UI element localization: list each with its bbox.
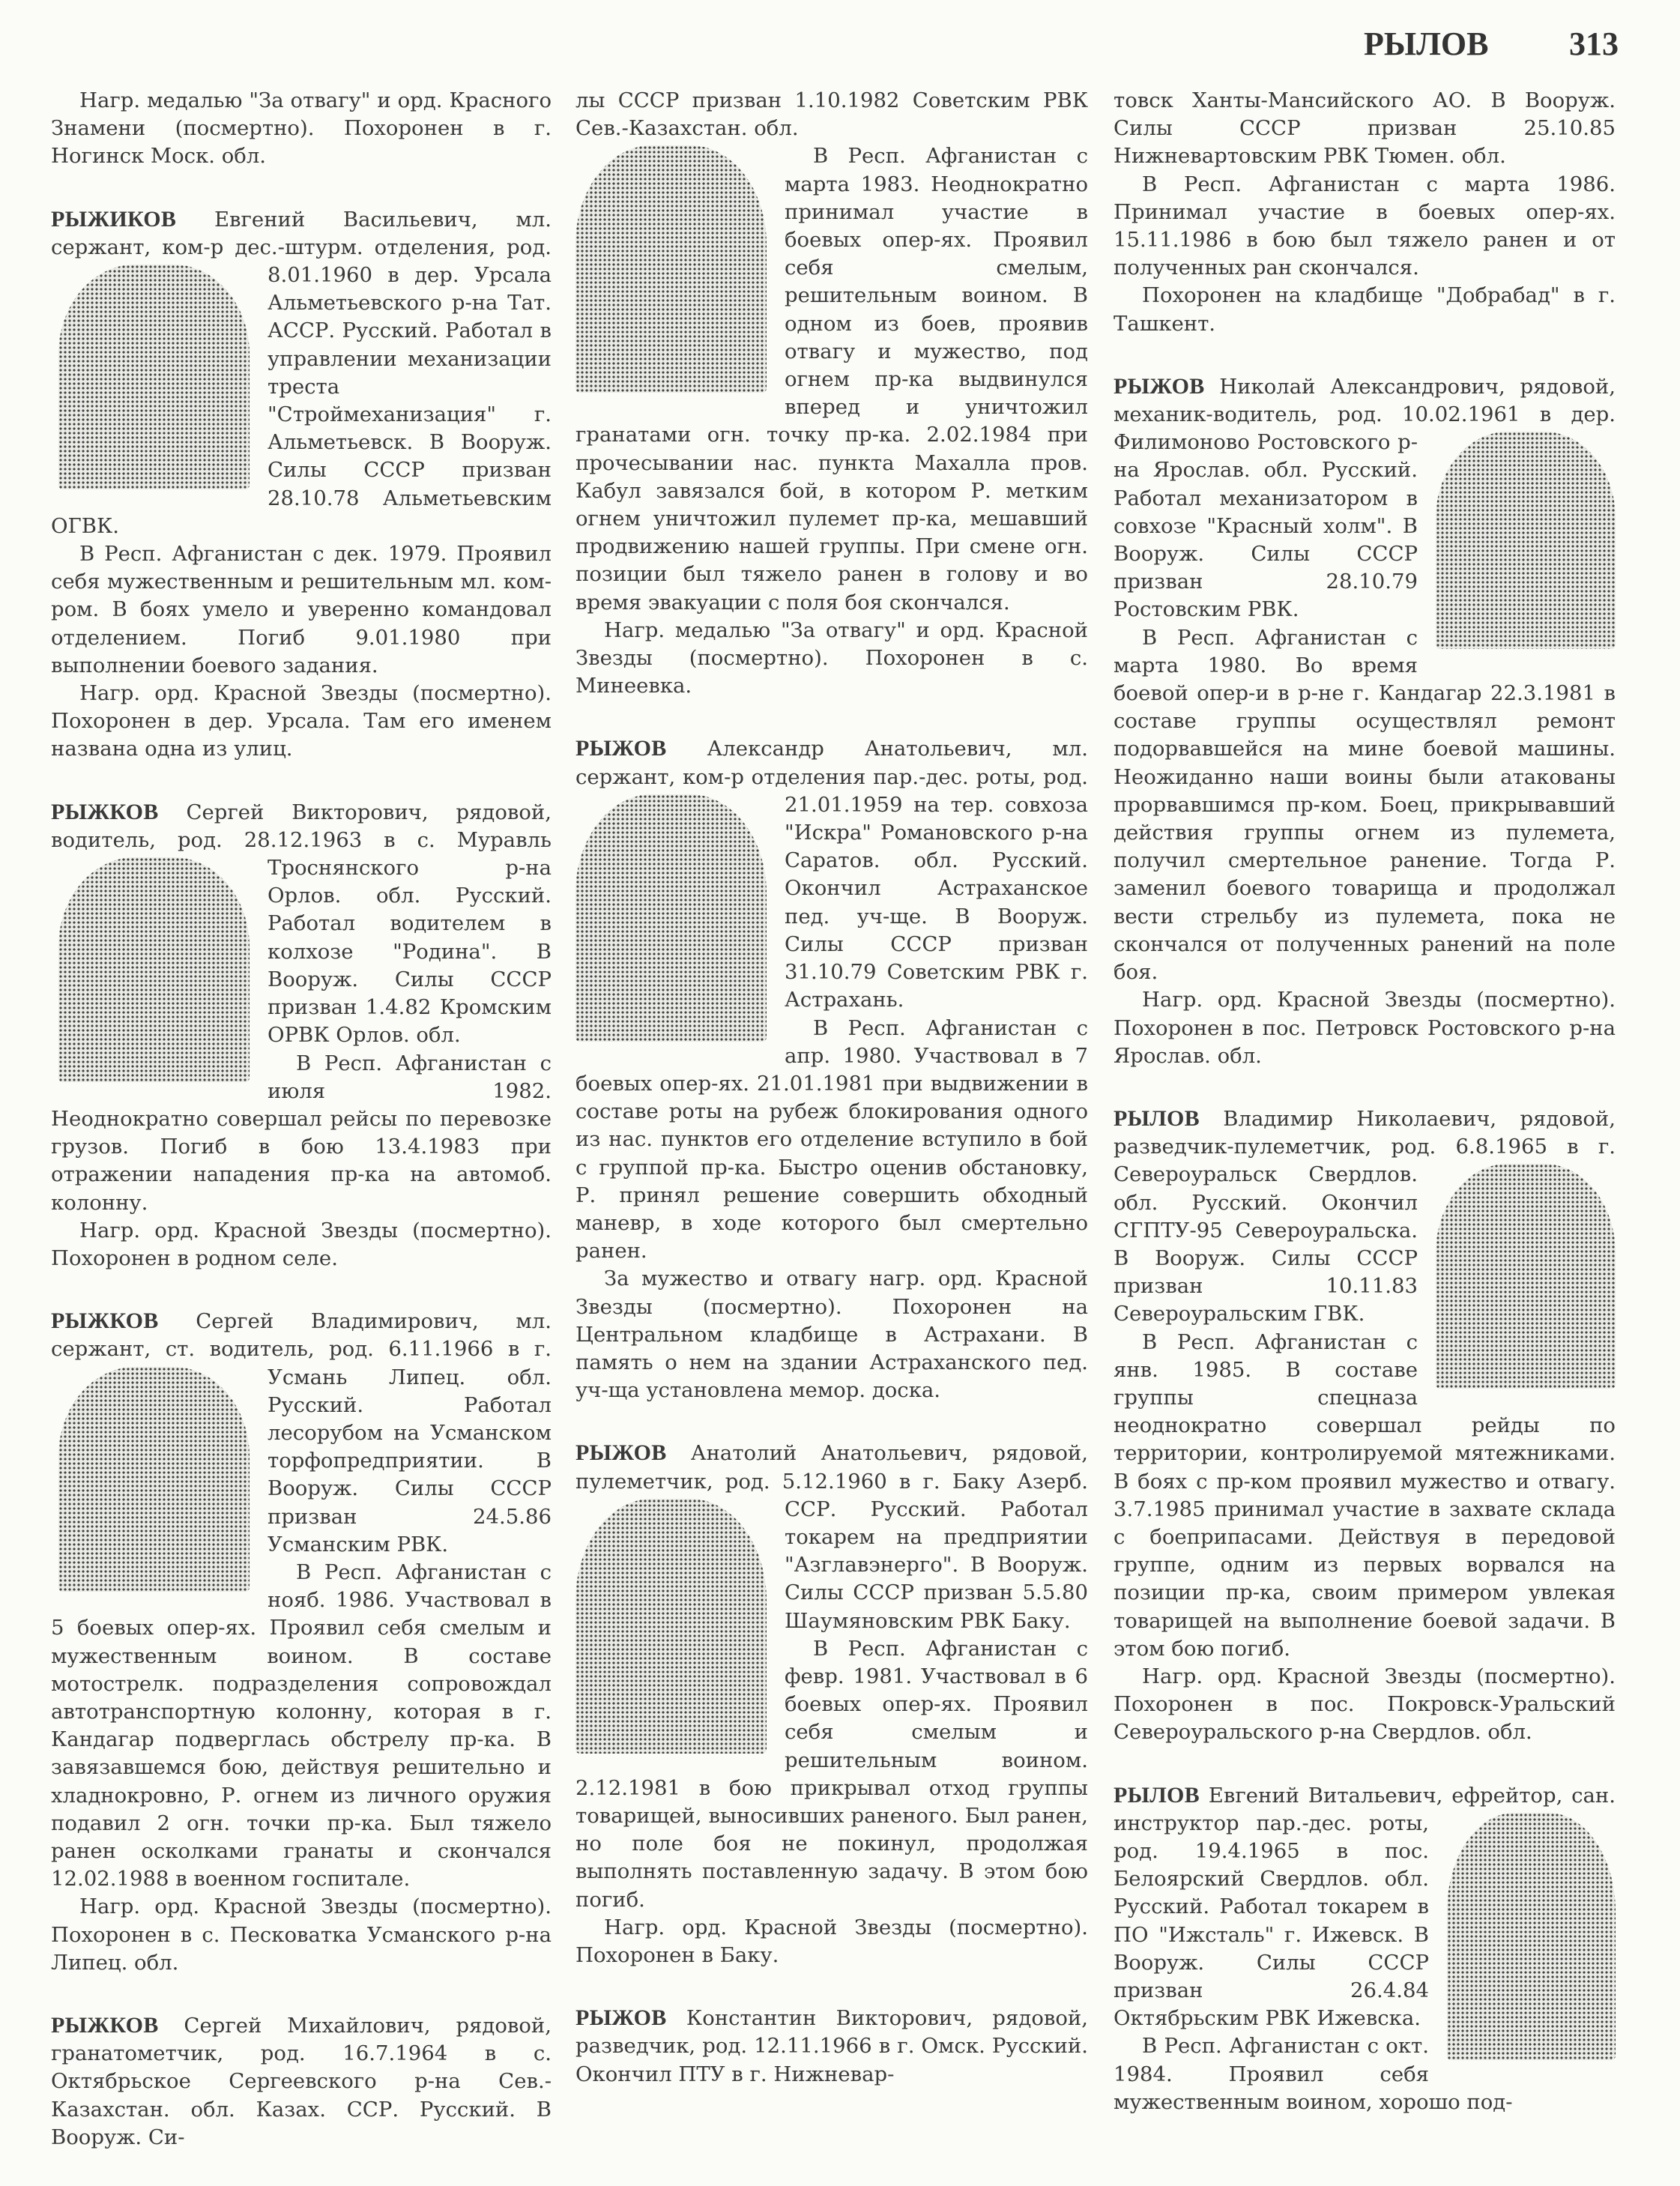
entry-head-text [1114, 1784, 1616, 2031]
entry-heading [1114, 1105, 1616, 1329]
entry-text: Анатолий Анатольевич, рядовой, пулеметчик, род. 5.12.1960 в г. Баку Азерб. [575, 1441, 1088, 1494]
entry-text: Евгений Витальевич, ефрейтор, сан. инструктор пар.-дес. [1114, 1783, 1616, 1835]
portrait-photo [1447, 1813, 1616, 2060]
paragraph: В Респ. Афганистан с нояб. 1986. Участвовал в 5 боевых опер-ях. Проявил себя смелым и мужественным воином. В составе мотострелк. подразделения сопровождал автотранспортную колонну, которая в г. Кандагар подверглась обстрелу пр-ка. В завязавшемся бою, действуя решительно и хладнокровно, Р. огнем из личного оружия подавил 2 огн. точки пр-ка. Был тяжело ранен осколками гранаты и скончался 12.02.1988 в военном госпитале. [51, 1560, 552, 1891]
paragraph: В Респ. Афганистан с марта 1983. Неоднократно принимал участие в боевых опер-ях. Проявил себя смелым, решительным воином. В одном из боев, проявив отвагу и мужество, под огнем пр-ка выдвинулся вперед и уничтожил гранатами огн. точку пр-ка. 2.02.1984 при прочесывании нас. пункта Махалла пров. Кабул завязался бой, в котором Р. метким огнем уничтожил пулемет пр-ка, мешавший продвижению нашей группы. При смене огн. позиции был тяжело ранен в голову и во время эвакуации с поля боя скончался. [575, 144, 1088, 615]
surname: РЫЛОВ [1114, 1782, 1200, 1808]
paragraph: Похоронен на кладбище "Добрабад" в г. Ташкент. [1114, 283, 1616, 336]
entry-rylov-evgeniy [1114, 1781, 1616, 2116]
entry-text: дер. Филимоново Ростовского р-на Ярослав. обл. Русский. Работал механизатором в совхозе "Красный холм". В Вооруж. Силы СССР призван 28.10.79 Ростовским РВК. [1114, 402, 1616, 622]
surname: РЫЖОВ [575, 2005, 667, 2031]
entry-head-text [575, 737, 1088, 1012]
paragraph: товск Ханты-Мансийского АО. В Вооруж. Силы СССР призван 25.10.85 Нижневартовским РВК Тюмен. обл. [1114, 88, 1616, 169]
paragraph: Нагр. орд. Красной Звезды (посмертно). Похоронен в пос. Покровск-Уральский Североуральского р-на Свердлов. обл. [1114, 1664, 1616, 1745]
entry-continuation [575, 87, 1088, 700]
paragraph: За мужество и отвагу нагр. орд. Красной Звезды (посмертно). Похоронен на Центральном кладбище в Астрахани. В память о нем на здании Астраханского пед. уч-ща установлена мемор. доска. [575, 1266, 1088, 1403]
paragraph: В Респ. Афганистан с окт. 1984. Проявил себя мужественным воином, хорошо под- [1114, 2034, 1513, 2114]
surname: РЫЖОВ [1114, 373, 1205, 399]
entry-text: Липец. обл. Русский. Работал лесорубом на Усманском торфопредприятии. В Вооруж. Силы СССР призван 24.5.86 Усманским РВК. [268, 1365, 552, 1557]
entry-ryzhov-nikolay [1114, 372, 1616, 1070]
paragraph: Нагр. орд. Красной Звезды (посмертно). Похоронен в с. Песковатка Усманского р-на Липец. обл. [51, 1894, 552, 1975]
surname: РЫЖОВ [575, 1440, 667, 1466]
entry-text: р-на Орлов. обл. Русский. Работал водителем в колхозе "Родина". В Вооруж. Силы СССР призван 1.4.82 Кромским ОРВК Орлов. обл. [268, 856, 552, 1048]
surname: РЫЖИКОВ [51, 206, 177, 232]
entry-heading [1114, 1781, 1616, 2033]
entry-heading [575, 1439, 1088, 1634]
entry-continuation [51, 87, 552, 171]
paragraph: В Респ. Афганистан с апр. 1980. Участвовал в 7 боевых опер-ях. 21.01.1981 при выдвижении в составе роты на рубеж блокирования одного из нас. пунктов его отделение вступило в бой с группой пр-ка. Быстро оценив обстановку, Р. принял решение совершить обходный маневр, в ходе которого был смертельно ранен. [575, 1015, 1088, 1263]
paragraph: Нагр. орд. Красной Звезды (посмертно). Похоронен в пос. Петровск Ростовского р-на Ярослав. обл. [1114, 988, 1616, 1068]
entry-text: в дер. Урсала Альметьевского р-на Тат. АССР. Русский. Работал в управлении механизации треста "Строймеханизация" г. Альметьевск. В Вооруж. Силы СССР призван 28.10.78 Альметьевским ОГВК. [51, 263, 552, 538]
entry-head-text [1114, 375, 1616, 622]
paragraph: В Респ. Афганистан с февр. 1981. Участвовал в 6 боевых опер-ях. Проявил себя смелым и решительным воином. 2.12.1981 в бою прикрывал отход группы товарищей, выносивших раненого. Был ранен, но поле боя не покинул, продолжая выполнять поставленную задачу. В этом бою погиб. [575, 1636, 1088, 1912]
entry-heading [575, 734, 1088, 1014]
entry-head-text: Сергей Михайлович, рядовой, гранатометчик, род. 16.7.1964 в с. Октябрьское Сергеевского р-на Сев.-Казахстан. обл. Казах. ССР. Русский. В Вооруж. Си- [51, 2014, 552, 2149]
entry-ryzhkov-sergey-vl [51, 1307, 552, 1977]
entry-heading [51, 205, 552, 540]
paragraph: В Респ. Афганистан с дек. 1979. Проявил себя мужественным и решительным мл. ком-ром. В боях умело и уверенно командовал отделением. Погиб 9.01.1980 при выполнении боевого задания. [51, 542, 552, 677]
entry-ryzhov-aleksandr [575, 734, 1088, 1404]
entry-heading [1114, 372, 1616, 624]
entry-text: Николай Александрович, рядовой, механик-водитель, род. 10.02.1961 в [1114, 374, 1616, 427]
portrait-photo [575, 794, 767, 1042]
surname: РЫЖОВ [575, 736, 667, 761]
column-3 [1114, 87, 1616, 2151]
entry-ryzhkov-sergey-v [51, 798, 552, 1272]
entry-text: Сергей Владимирович, мл. сержант, ст. водитель, род. 6.11.1966 в г. Усмань [51, 1309, 552, 1389]
entry-continuation [1114, 87, 1616, 338]
surname: РЫЖКОВ [51, 799, 159, 824]
portrait-photo [58, 265, 250, 489]
column-1 [51, 87, 552, 2186]
paragraph: Нагр. медалью "За отвагу" и орд. Красной Звезды (посмертно). Похоронен в с. Минеевка. [575, 618, 1088, 698]
paragraph: В Респ. Афганистан с янв. 1985. В составе группы спецназа неоднократно совершал рейды по территории, контролируемой мятежниками. В боях с пр-ком проявил мужество и отвагу. 3.7.1985 принимал участие в захвате склада с боеприпасами. Действуя в передовой группе, одним из первых ворвался на позиции пр-ка, своим примером увлекая товарищей на выполнение боевой задачи. В этом бою погиб. [1114, 1329, 1616, 1661]
entry-head-text: Константин Викторович, рядовой, разведчик, род. 12.11.1966 в г. Омск. Русский. Окончил ПТУ в г. Нижневар- [575, 2006, 1088, 2086]
entry-head-text [575, 1441, 1088, 1632]
paragraph: Нагр. медалью "За отвагу" и орд. Красного Знамени (посмертно). Похоронен в г. Ногинск Моск. обл. [51, 88, 552, 169]
entry-text: на тер. совхоза "Искра" Романовского р-на Саратов. обл. Русский. Окончил Астраханское пед. уч-ще. В Вооруж. Силы СССР призван 31.10.79 Советским РВК г. Астрахань. [785, 792, 1088, 1012]
portrait-photo [58, 857, 250, 1082]
entry-text: Свердлов. обл. Русский. Окончил СГПТУ-95 Североуральска. В Вооруж. Силы СССР призван 10.11.83 Североуральским ГВК. [1114, 1162, 1418, 1326]
entry-rylov-vladimir [1114, 1105, 1616, 1747]
paragraph: Нагр. орд. Красной Звезды (посмертно). Похоронен в дер. Урсала. Там его именем названа одна из улиц. [51, 681, 552, 761]
surname: РЫЛОВ [1114, 1105, 1200, 1131]
paragraph: Нагр. орд. Красной Звезды (посмертно). Похоронен в родном селе. [51, 1218, 552, 1270]
column-2 [575, 87, 1088, 2123]
paragraph: В Респ. Афганистан с июля 1982. Неоднократно совершал рейсы по перевозке грузов. Погиб в бою 13.4.1983 при отражении нападения пр-ка на автомоб. колонну. [51, 1051, 552, 1215]
entry-ryzhkov-sergey-m [51, 2011, 552, 2152]
entry-text: ССР. Русский. Работал токарем на предприятии "Азглавэнерго". В Вооруж. Силы СССР призван 5.5.80 Шаумяновским РВК Баку. [785, 1497, 1088, 1633]
entry-head-text [51, 208, 552, 538]
page-number: 313 [1569, 25, 1619, 62]
paragraph: В Респ. Афганистан с марта 1986. Принимал участие в боевых опер-ях. 15.11.1986 в бою был тяжело ранен и от полученных ран скончался. [1114, 172, 1616, 280]
paragraph: Нагр. орд. Красной Звезды (посмертно). Похоронен в Баку. [575, 1915, 1088, 1967]
paragraph: В Респ. Афганистан с марта 1980. Во время боевой опер-и в р-не г. Кандагар 22.3.1981 в составе группы осуществлял ремонт подорвавшейся на мине боевой машины. Неожиданно наши воины были атакованы прорвавшимся пр-ком. Боец, прикрывавший действия группы огнем из пулемета, получил смертельное ранение. Тогда Р. заменил боевого товарища и продолжал вести стрельбу из пулемета, пока не скончался от полученных ранений на поле боя. [1114, 625, 1616, 985]
running-title: РЫЛОВ [1364, 25, 1489, 62]
entry-ryzhov-konstantin [575, 2004, 1088, 2089]
portrait-photo [1436, 1164, 1616, 1389]
running-head [1364, 21, 1619, 66]
entry-text: роты, род. 19.4.1965 в пос. Белоярский Свердлов. обл. Русский. Работал токарем в ПО "Ижсталь" г. Ижевск. В Вооруж. Силы СССР призван 26.4.84 Октябрьским РВК Ижевска. [1114, 1811, 1429, 2031]
entry-text: Александр Анатольевич, мл. сержант, ком-р отделения пар.-дес. роты, род. 21.01.1959 [575, 737, 1088, 817]
portrait-photo [1436, 432, 1616, 649]
entry-text: Сергей Викторович, рядовой, водитель, род. 28.12.1963 в с. Муравль Троснянского [51, 800, 552, 881]
entry-text: Владимир Николаевич, рядовой, разведчик-пулеметчик, род. 6.8.1965 в г. Североуральск [1114, 1106, 1616, 1187]
entry-heading [51, 2011, 552, 2152]
entry-ryzhov-anatoliy [575, 1439, 1088, 1969]
entry-head-text [1114, 1107, 1616, 1326]
portrait-photo [575, 1499, 767, 1754]
portrait-photo [575, 145, 767, 393]
entry-heading [51, 1307, 552, 1559]
entry-text: Евгений Васильевич, мл. сержант, ком-р дес.-штурм. отделения, род. 8.01.1960 [51, 207, 552, 288]
entry-head-text [51, 1309, 552, 1557]
surname: РЫЖКОВ [51, 1308, 159, 1334]
surname: РЫЖКОВ [51, 2013, 159, 2038]
portrait-photo [58, 1367, 250, 1592]
entry-heading [51, 798, 552, 1050]
paragraph: лы СССР призван 1.10.1982 Советским РВК Сев.-Казахстан. обл. [575, 88, 1088, 141]
entry-ryzhikov-evgeniy [51, 205, 552, 764]
entry-heading [575, 2004, 1088, 2089]
entry-head-text [51, 800, 552, 1048]
